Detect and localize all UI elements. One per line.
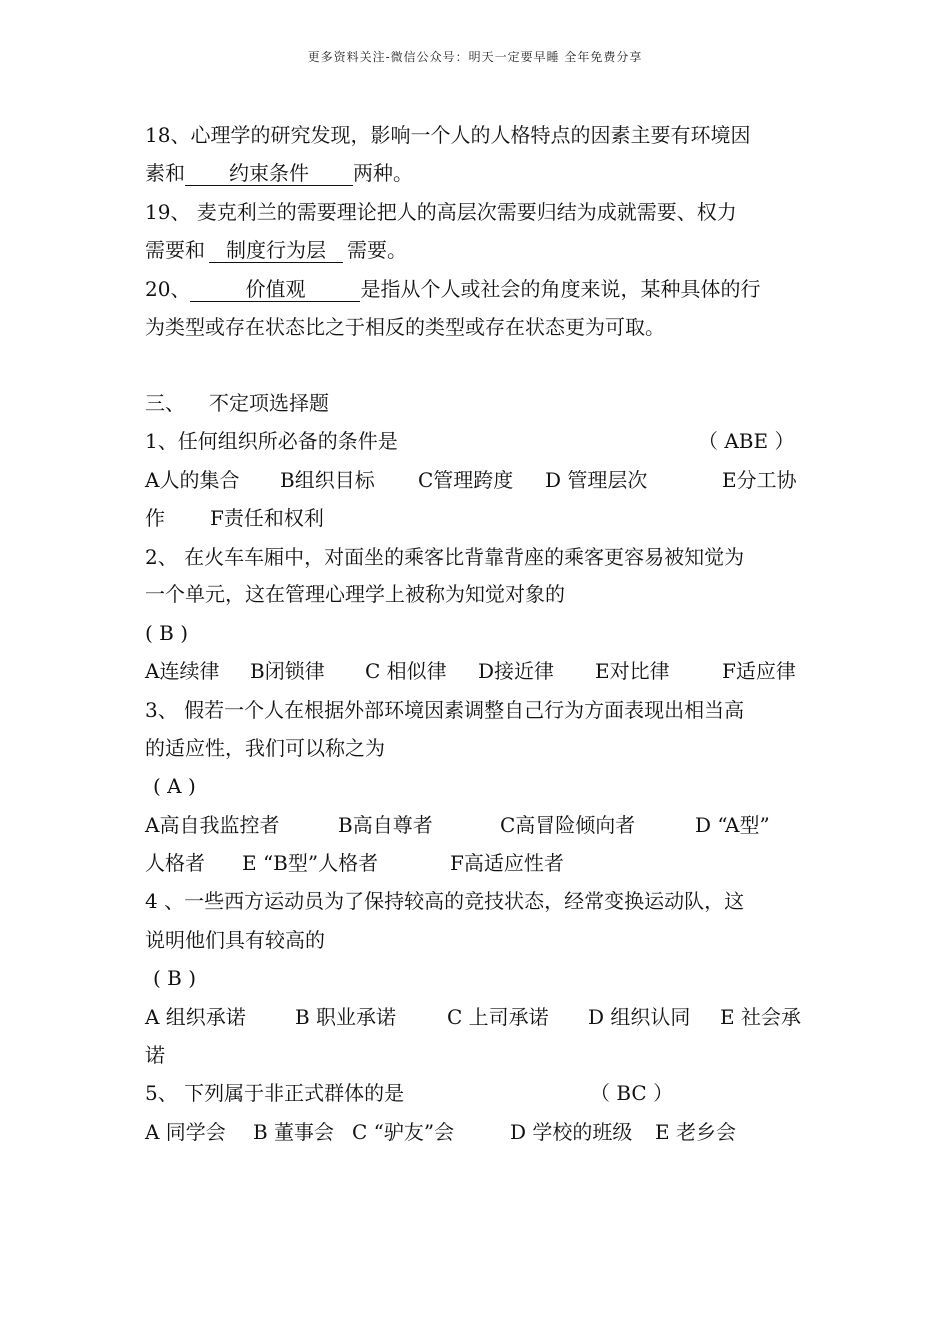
page-header: 更多资料关注-微信公众号：明天一定要早睡 全年免费分享 — [307, 50, 643, 64]
q2-stem-line2: 一个单元，这在管理心理学上被称为知觉对象的 — [145, 582, 565, 606]
q20-post: 是指从个人或社会的角度来说，某种具体的行 — [360, 277, 761, 301]
option: A连续律 — [145, 659, 220, 683]
section-title-text: 不定项选择题 — [209, 391, 329, 415]
q18-blank: 约束条件 — [185, 159, 353, 186]
option: D接近律 — [478, 659, 555, 683]
q4-stem-line1: 4 、一些西方运动员为了保持较高的竞技状态，经常变换运动队，这 — [145, 889, 745, 913]
option: D 组织认同 — [588, 1005, 691, 1029]
option: E对比律 — [595, 659, 670, 683]
option: E分工协 — [722, 468, 797, 492]
option: C高冒险倾向者 — [500, 813, 636, 837]
option: A高自我监控者 — [145, 813, 280, 837]
option: A 同学会 — [145, 1120, 226, 1144]
q20-line1 — [145, 275, 760, 303]
q19-pre2: 需要和 — [145, 238, 205, 262]
option: F适应律 — [722, 659, 796, 683]
section-num: 三、 — [145, 391, 185, 415]
option: C 上司承诺 — [447, 1005, 549, 1029]
q2-stem-line1: 2、 在火车车厢中，对面坐的乘客比背靠背座的乘客更容易被知觉为 — [145, 545, 745, 569]
q18-post: 两种。 — [353, 161, 413, 185]
q1-stem: 1、任何组织所必备的条件是 — [145, 429, 398, 453]
q4-stem-line2: 说明他们具有较高的 — [145, 928, 325, 952]
q18-pre2: 素和 — [145, 161, 185, 185]
option: B闭锁律 — [250, 659, 325, 683]
option: 诺 — [145, 1043, 165, 1067]
option: C “驴友”会 — [352, 1120, 455, 1144]
q1-answer: （ ABE ） — [698, 429, 795, 453]
option: 作 — [145, 506, 165, 530]
option: E “B型”人格者 — [242, 851, 379, 875]
option: C 相似律 — [365, 659, 447, 683]
option: D 管理层次 — [545, 468, 648, 492]
option: 人格者 — [145, 851, 205, 875]
q5-answer: （ BC ） — [590, 1081, 674, 1105]
option: D 学校的班级 — [510, 1120, 633, 1144]
q20-num: 20、 — [145, 277, 191, 301]
section-title — [145, 389, 329, 417]
q20-blank: 价值观 — [190, 275, 360, 302]
option: C管理跨度 — [418, 468, 514, 492]
q1-options-line1 — [145, 466, 239, 494]
q20-line2: 为类型或存在状态比之于相反的类型或存在状态更为可取。 — [145, 315, 665, 339]
option: B 董事会 — [253, 1120, 335, 1144]
q19-line2 — [145, 236, 407, 264]
option: D “A型” — [695, 813, 770, 837]
q19-line1: 19、 麦克利兰的需要理论把人的高层次需要归结为成就需要、权力 — [145, 200, 737, 224]
q3-stem-line2: 的适应性，我们可以称之为 — [145, 736, 385, 760]
option: E 老乡会 — [655, 1120, 736, 1144]
option: F责任和权利 — [210, 506, 324, 530]
option: A人的集合 — [145, 468, 240, 492]
q19-blank: 制度行为层 — [209, 236, 343, 263]
option: B组织目标 — [280, 468, 375, 492]
q5-stem: 5、 下列属于非正式群体的是 — [145, 1081, 405, 1105]
option: F高适应性者 — [450, 851, 564, 875]
option: B 职业承诺 — [295, 1005, 397, 1029]
q19-post: 需要。 — [347, 238, 407, 262]
q18-line2 — [145, 159, 413, 187]
q4-answer: ( B ) — [153, 966, 197, 990]
option: B高自尊者 — [338, 813, 433, 837]
q18-line1: 18、心理学的研究发现，影响一个人的人格特点的因素主要有环境因 — [145, 123, 751, 147]
option: A 组织承诺 — [145, 1005, 246, 1029]
q3-stem-line1: 3、 假若一个人在根据外部环境因素调整自己行为方面表现出相当高 — [145, 698, 745, 722]
q3-answer: ( A ) — [153, 774, 196, 798]
q2-answer: ( B ) — [145, 621, 189, 645]
option: E 社会承 — [720, 1005, 801, 1029]
